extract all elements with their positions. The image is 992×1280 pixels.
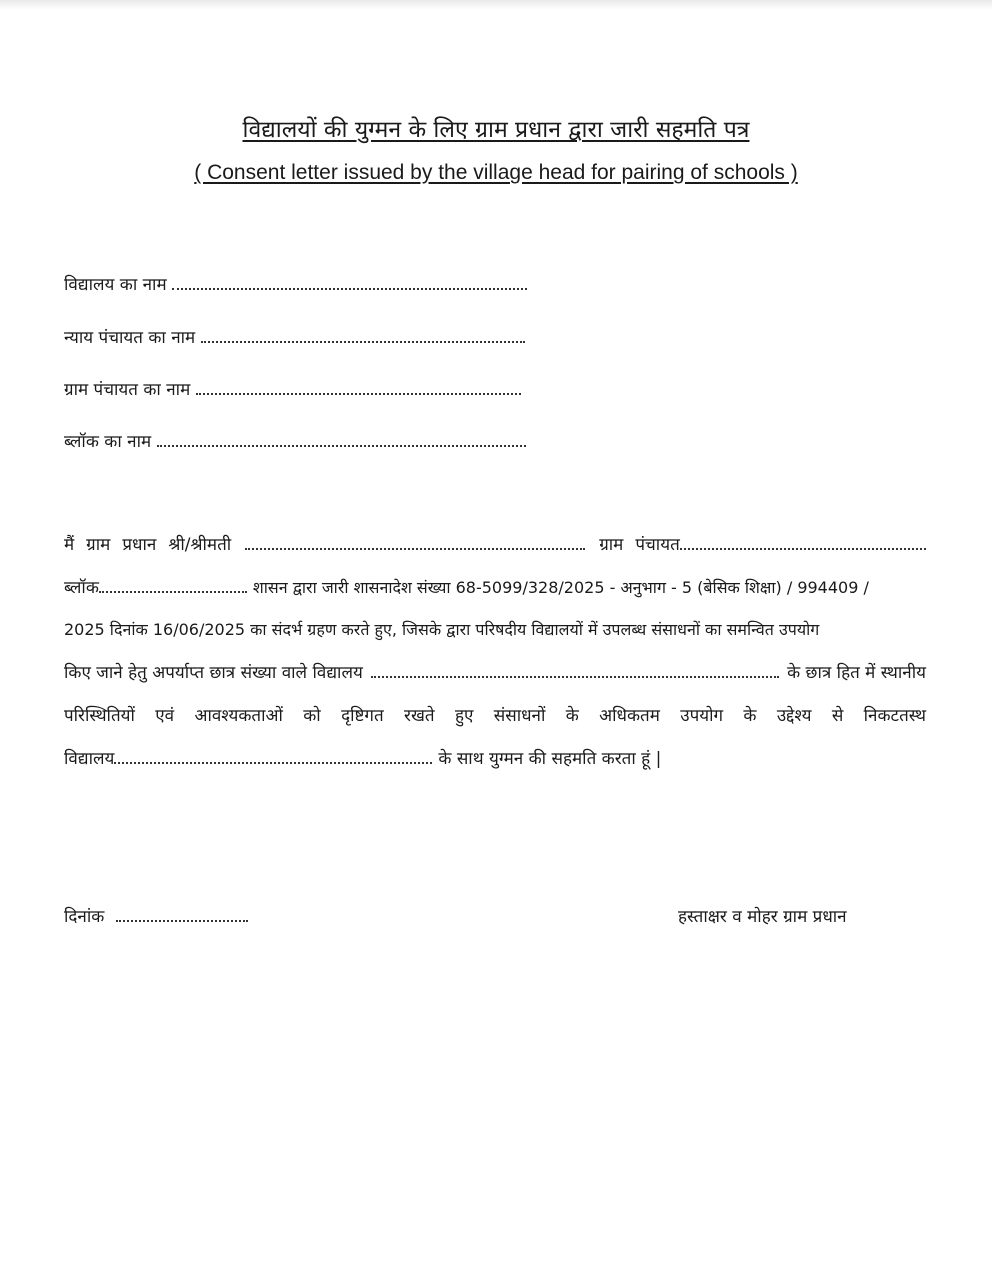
line6-end: के साथ युग्मन की सहमति करता हूं | [438,749,662,769]
line1-word: श्री/श्रीमती [168,535,232,555]
block-blank [99,590,247,593]
page-title-english: ( Consent letter issued by the village head for pairing of schools ) [194,161,798,184]
date-field [64,904,248,927]
line4-text: किए जाने हेतु अपर्याप्त छात्र संख्या वाले विद्यालय [64,663,363,683]
date-blank [116,919,248,922]
nyay-panchayat-field [64,325,525,348]
nearby-school-blank [114,761,432,764]
line3-text: 2025 दिनांक 16/06/2025 का संदर्भ ग्रहण करते हुए, जिसके द्वारा परिषदीय विद्यालयों में उपलब्ध संसाधनों का समन्वित उपयोग [64,620,820,639]
line5-word: से [831,706,844,726]
line1-word: पंचायत [635,535,680,555]
nyay-panchayat-label: न्याय पंचायत का नाम [64,328,196,348]
line5-word: उपयोग [680,706,724,726]
line5-word: रखते [404,706,435,726]
consent-line-1 [64,532,926,555]
line1-word: मैं [64,535,75,555]
school-name-blank [172,287,527,290]
gram-panchayat-blank [196,392,521,395]
gram-panchayat-label: ग्राम पंचायत का नाम [64,380,191,400]
page-top-shade [0,0,992,10]
page-title-hindi: विद्यालयों की युग्मन के लिए ग्राम प्रधान द्वारा जारी सहमति पत्र [242,117,750,143]
block-name-blank [157,444,526,447]
line5-word: अधिकतम [599,706,660,726]
pradhan-name-blank [245,547,585,550]
insufficient-school-blank [371,675,779,678]
consent-line-4 [64,660,926,683]
school-name-field [64,272,527,295]
gram-panchayat-field [64,377,521,400]
line5-word: को [303,706,321,726]
consent-line-6 [64,746,926,769]
line1-word: ग्राम [599,535,624,555]
consent-line-2 [64,575,926,598]
line5-word: के [565,706,579,726]
consent-line-5 [64,703,926,726]
line5-word: संसाधनों [493,706,546,726]
consent-line-3 [64,618,926,640]
line5-word: आवश्यकताओं [194,706,283,726]
nyay-panchayat-blank [201,340,525,343]
line6-start: विद्यालय [64,749,115,769]
line2-start: ब्लॉक [64,578,99,598]
line5-word: निकटतस्थ [863,706,926,726]
line5-word: के [743,706,757,726]
school-name-label: विद्यालय का नाम [64,275,167,295]
line5-word: परिस्थितियों [64,706,135,726]
panchayat-blank [680,547,926,550]
line5-word: उद्देश्य [776,706,812,726]
block-name-field [64,429,526,452]
line5-word: दृष्टिगत [341,706,384,726]
signature-label: हस्ताक्षर व मोहर ग्राम प्रधान [678,907,847,927]
line5-word: हुए [454,706,474,726]
block-name-label: ब्लॉक का नाम [64,432,152,452]
line2-text: शासन द्वारा जारी शासनादेश संख्या 68-5099/328/2025 - अनुभाग - 5 (बेसिक शिक्षा) / 994409 / [252,578,869,597]
line5-word: एवं [155,706,175,726]
line1-word: ग्राम [86,535,111,555]
line1-word: प्रधान [122,535,157,555]
date-label: दिनांक [64,907,105,927]
line4-end: के छात्र हित में स्थानीय [787,663,926,683]
